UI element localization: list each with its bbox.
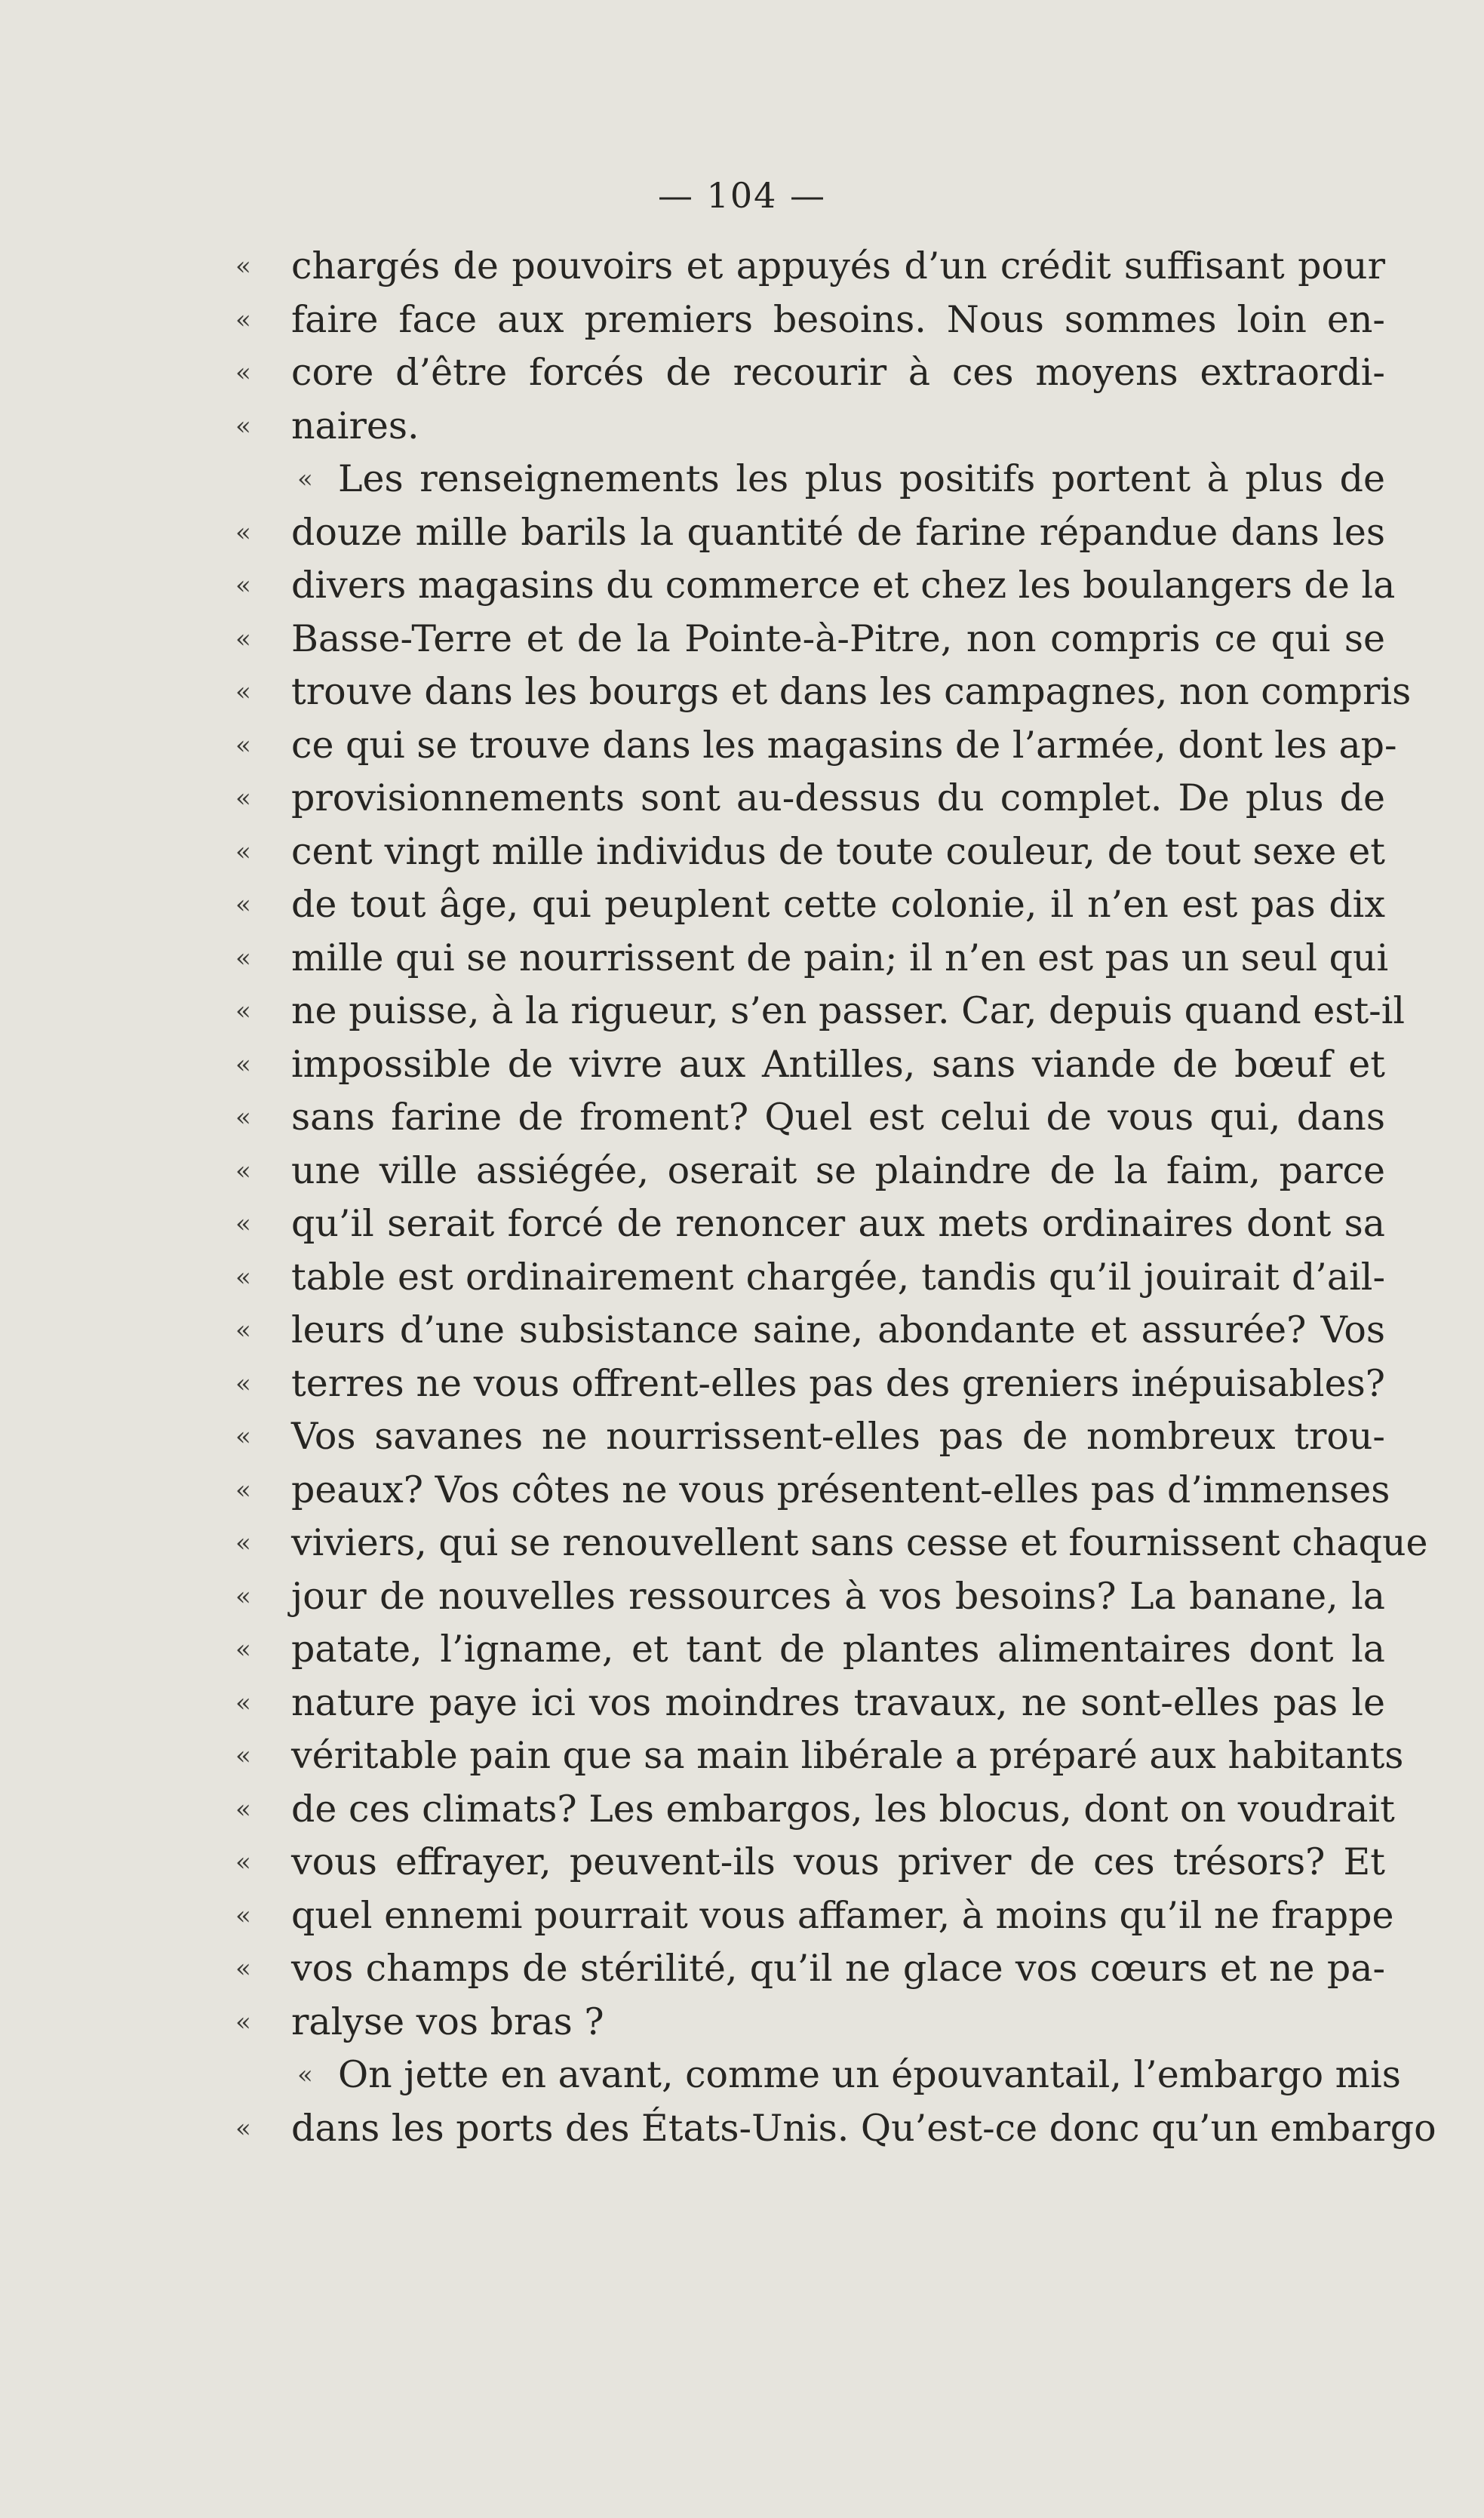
line-text: de ces climats? Les embargos, les blocus, dont on voudrait — [291, 1787, 1395, 1831]
quotation-mark: « — [235, 1155, 251, 1186]
line-text: ce qui se trouve dans les magasins de l’armée, dont les ap- — [291, 723, 1397, 767]
text-line — [235, 1251, 1390, 1305]
line-text: Basse-Terre et de la Pointe-à-Pitre, non compris ce qui se — [291, 616, 1385, 660]
line-text: véritable pain que sa main libérale a préparé aux habitants — [291, 1734, 1404, 1777]
quotation-mark: « — [235, 358, 251, 388]
page-number: — 104 — — [657, 175, 827, 216]
text-line — [235, 1677, 1390, 1730]
text-line — [235, 1942, 1390, 1996]
quotation-mark: « — [235, 1741, 251, 1771]
text-line — [235, 1623, 1390, 1677]
quotation-mark: « — [235, 1368, 251, 1399]
text-line — [235, 985, 1406, 1038]
line-text: mille qui se nourrissent de pain; il n’en est pas un seul qui — [291, 936, 1389, 979]
text-line — [235, 613, 1390, 666]
line-text: vous effrayer, peuvent-ils vous priver de ces trésors? Et — [291, 1840, 1385, 1883]
line-text: naires. — [291, 404, 419, 447]
quotation-mark: « — [235, 996, 251, 1026]
quotation-mark: « — [235, 730, 251, 761]
text-line — [235, 1836, 1390, 1889]
line-text: quel ennemi pourrait vous affamer, à moins qu’il ne frappe — [291, 1893, 1394, 1937]
text-line — [235, 1410, 1390, 1464]
text-line — [235, 559, 1396, 613]
text-line — [235, 825, 1390, 879]
line-text: sans farine de froment? Quel est celui de vous qui, dans — [291, 1096, 1385, 1139]
quotation-mark: « — [235, 1102, 251, 1133]
line-text: patate, l’igname, et tant de plantes alimentaires dont la — [291, 1628, 1385, 1671]
quotation-mark: « — [235, 1528, 251, 1558]
line-text: Les renseignements les plus positifs portent à plus de — [338, 457, 1385, 500]
text-line — [235, 1145, 1390, 1198]
line-text: dans les ports des États-Unis. Qu’est-ce donc qu’un embargo — [291, 2106, 1436, 2150]
quotation-mark: « — [235, 251, 251, 281]
line-text: jour de nouvelles ressources à vos besoins? La banane, la — [291, 1574, 1385, 1618]
quotation-mark: « — [235, 1474, 251, 1505]
line-text: nature paye ici vos moindres travaux, ne sont-elles pas le — [291, 1680, 1385, 1724]
line-text: ne puisse, à la rigueur, s’en passer. Car, depuis quand est-il — [291, 989, 1406, 1032]
quotation-mark: « — [235, 1315, 251, 1345]
text-line — [235, 772, 1390, 825]
quotation-mark: « — [235, 783, 251, 813]
quotation-mark: « — [235, 2006, 251, 2037]
quotation-mark: « — [235, 1794, 251, 1825]
quotation-mark: « — [297, 464, 313, 494]
text-line — [235, 1198, 1390, 1251]
text-line — [235, 1517, 1428, 1570]
text-line — [235, 666, 1412, 719]
text-line — [243, 453, 1390, 506]
line-text: impossible de vivre aux Antilles, sans viande de bœuf et — [291, 1042, 1385, 1086]
line-text: table est ordinairement chargée, tandis qu’il jouirait d’ail- — [291, 1255, 1385, 1299]
quotation-mark: « — [235, 570, 251, 601]
quotation-mark: « — [235, 304, 251, 335]
line-text: Vos savanes ne nourrissent-elles pas de nombreux trou- — [291, 1415, 1385, 1458]
line-text: peaux? Vos côtes ne vous présentent-elles pas d’immenses — [291, 1468, 1390, 1511]
text-line — [235, 1091, 1390, 1145]
line-text: divers magasins du commerce et chez les boulangers de la — [291, 564, 1396, 607]
line-text: trouve dans les bourgs et dans les campagnes, non compris — [291, 670, 1412, 713]
text-line — [235, 346, 1390, 400]
quotation-mark: « — [235, 836, 251, 867]
quotation-mark: « — [235, 890, 251, 920]
text-line — [235, 294, 1390, 347]
text-line — [235, 878, 1390, 932]
line-text: une ville assiégée, oserait se plaindre de la faim, parce — [291, 1148, 1385, 1192]
quotation-mark: « — [235, 410, 251, 441]
text-line — [235, 1996, 1390, 2049]
text-line — [235, 1357, 1390, 1411]
quotation-mark: « — [235, 1847, 251, 1877]
line-text: chargés de pouvoirs et appuyés d’un crédit suffisant pour — [291, 244, 1385, 287]
text-line — [235, 932, 1390, 985]
text-line — [235, 240, 1390, 294]
quotation-mark: « — [235, 1954, 251, 1984]
text-line — [235, 1729, 1404, 1783]
quotation-mark: « — [297, 2060, 313, 2090]
text-line — [235, 1889, 1394, 1943]
quotation-mark: « — [235, 1049, 251, 1080]
text-line — [235, 1783, 1395, 1837]
quotation-mark: « — [235, 1209, 251, 1239]
line-text: ralyse vos bras ? — [291, 2000, 604, 2043]
line-text: leurs d’une subsistance saine, abondante et assurée? Vos — [291, 1308, 1385, 1351]
quotation-mark: « — [235, 1422, 251, 1452]
text-line — [235, 400, 1390, 453]
quotation-mark: « — [235, 1634, 251, 1665]
quotation-mark: « — [235, 1581, 251, 1612]
text-line — [235, 2102, 1436, 2156]
quotation-mark: « — [235, 2113, 251, 2144]
text-line — [235, 1304, 1390, 1357]
line-text: qu’il serait forcé de renoncer aux mets ordinaires dont sa — [291, 1202, 1385, 1245]
line-text: provisionnements sont au-dessus du complet. De plus de — [291, 776, 1385, 819]
line-text: vos champs de stérilité, qu’il ne glace vos cœurs et ne pa- — [291, 1947, 1385, 1990]
quotation-mark: « — [235, 677, 251, 707]
text-line — [243, 2049, 1401, 2102]
quotation-mark: « — [235, 1262, 251, 1293]
quotation-mark: « — [235, 1687, 251, 1718]
text-line — [235, 719, 1397, 773]
line-text: de tout âge, qui peuplent cette colonie, il n’en est pas dix — [291, 883, 1385, 926]
quotation-mark: « — [235, 623, 251, 654]
line-text: viviers, qui se renouvellent sans cesse et fournissent chaque — [291, 1521, 1428, 1564]
line-text: cent vingt mille individus de toute couleur, de tout sexe et — [291, 829, 1385, 873]
text-line — [235, 1038, 1390, 1092]
text-line — [235, 1570, 1390, 1624]
text-line — [235, 506, 1390, 560]
quotation-mark: « — [235, 1900, 251, 1931]
line-text: terres ne vous offrent-elles pas des greniers inépuisables? — [291, 1361, 1385, 1405]
text-line — [235, 1464, 1390, 1517]
quotation-mark: « — [235, 517, 251, 548]
body-text — [235, 240, 1436, 2155]
line-text: On jette en avant, comme un épouvantail, l’embargo mis — [338, 2053, 1401, 2096]
quotation-mark: « — [235, 942, 251, 973]
line-text: douze mille barils la quantité de farine répandue dans les — [291, 510, 1385, 554]
line-text: core d’être forcés de recourir à ces moyens extraordi- — [291, 351, 1385, 394]
line-text: faire face aux premiers besoins. Nous sommes loin en- — [291, 297, 1385, 341]
